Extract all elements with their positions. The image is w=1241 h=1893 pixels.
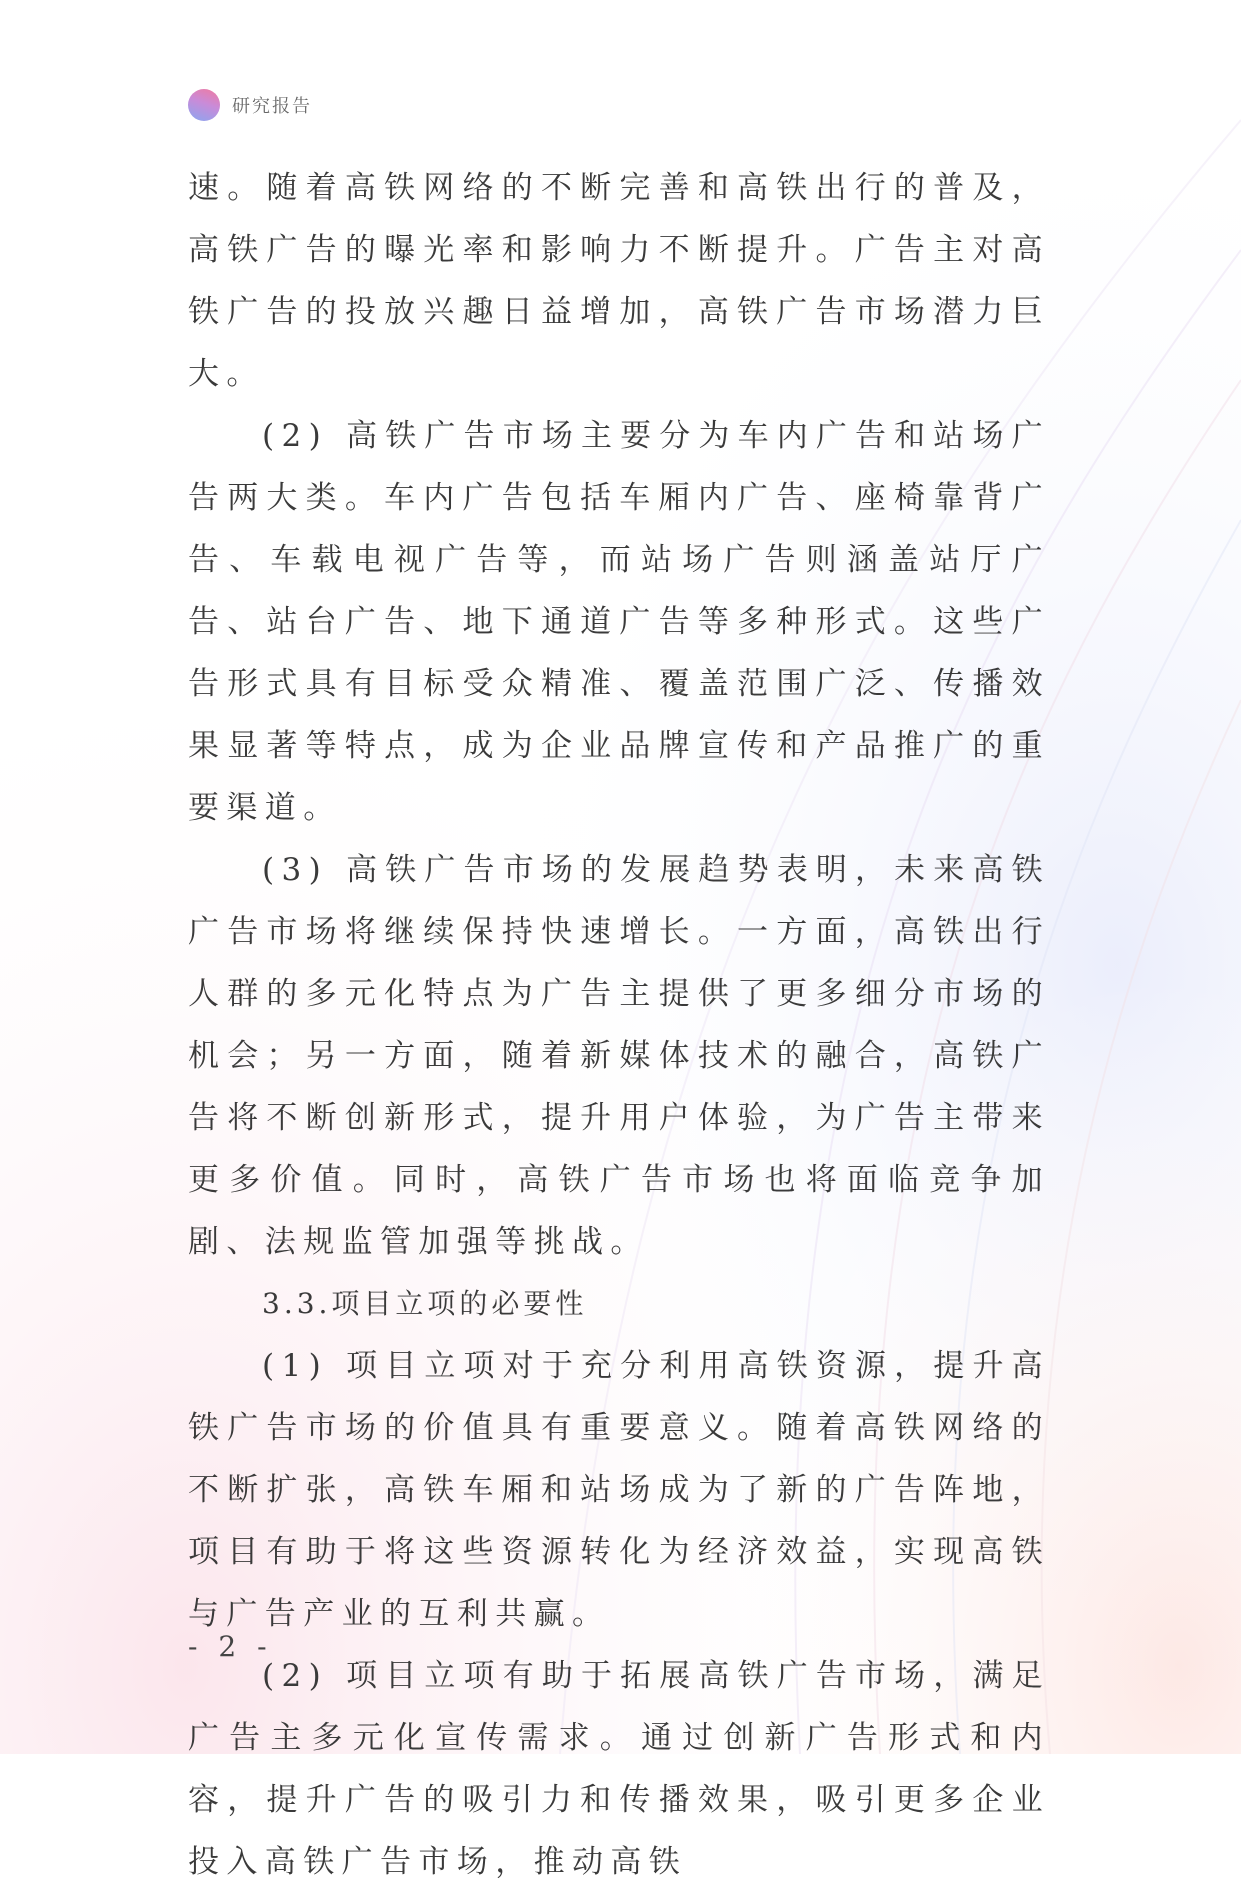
logo-circle-icon: [188, 89, 220, 121]
paragraph-necessity-1: (1) 项目立项对于充分利用高铁资源，提升高铁广告市场的价值具有重要意义。随着高铁网络的不断扩张，高铁车厢和站场成为了新的广告阵地，项目有助于将这些资源转化为经济效益，实现高铁与广告产业的互利共赢。: [188, 1348, 1050, 1632]
header-title: 研究报告: [232, 96, 312, 117]
document-body: [188, 157, 1050, 1893]
paragraph-necessity-2: (2) 项目立项有助于拓展高铁广告市场，满足广告主多元化宣传需求。通过创新广告形式和内容，提升广告的吸引力和传播效果，吸引更多企业投入高铁广告市场，推动高铁: [188, 1658, 1050, 1880]
paragraph-item-2: (2) 高铁广告市场主要分为车内广告和站场广告两大类。车内广告包括车厢内广告、座椅靠背广告、车载电视广告等，而站场广告则涵盖站厅广告、站台广告、地下通道广告等多种形式。这些广告形式具有目标受众精准、覆盖范围广泛、传播效果显著等特点，成为企业品牌宣传和产品推广的重要渠道。: [188, 418, 1050, 826]
page-number: - 2 -: [188, 1630, 273, 1663]
report-header: [188, 89, 312, 121]
paragraph-continued: 速。随着高铁网络的不断完善和高铁出行的普及，高铁广告的曝光率和影响力不断提升。广告主对高铁广告的投放兴趣日益增加，高铁广告市场潜力巨大。: [188, 170, 1050, 392]
section-heading: 3.3.项目立项的必要性: [262, 1287, 588, 1320]
paragraph-item-3: (3) 高铁广告市场的发展趋势表明，未来高铁广告市场将继续保持快速增长。一方面，高铁出行人群的多元化特点为广告主提供了更多细分市场的机会；另一方面，随着新媒体技术的融合，高铁广告将不断创新形式，提升用户体验，为广告主带来更多价值。同时，高铁广告市场也将面临竞争加剧、法规监管加强等挑战。: [188, 852, 1050, 1260]
